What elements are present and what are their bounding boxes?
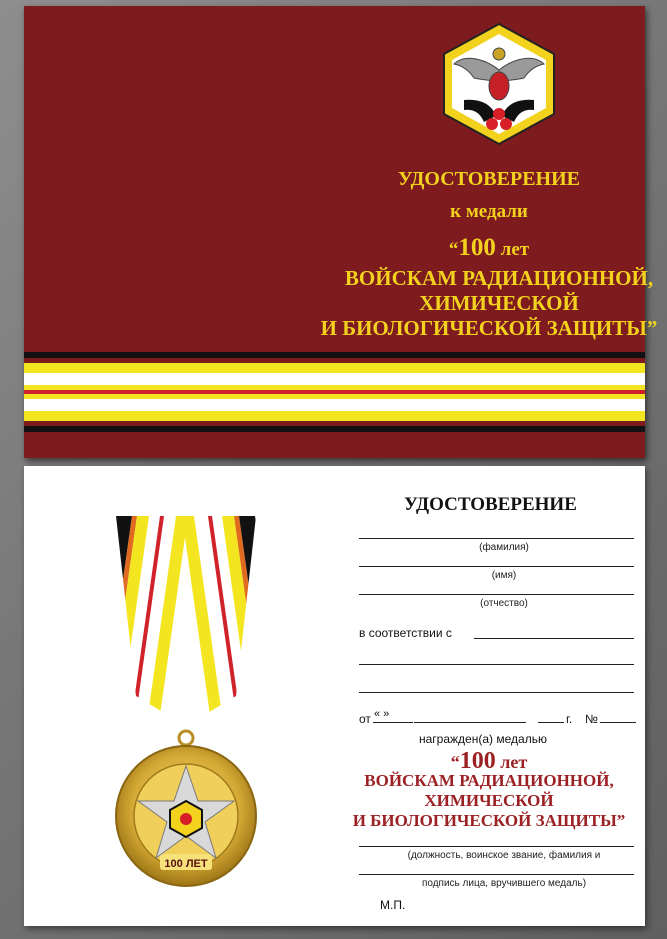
insert-medal-line-4: И БИОЛОГИЧЕСКОЙ ЗАЩИТЫ” (352, 811, 626, 830)
open-quote: “ (450, 752, 460, 772)
surname-caption: (фамилия) (479, 542, 529, 553)
name-caption: (имя) (491, 570, 517, 581)
cover-to-medal: к медали (450, 201, 528, 222)
name-line (359, 566, 634, 567)
cover-medal-line-2: ВОЙСКАМ РАДИАЦИОННОЙ, (344, 266, 654, 290)
according-label: в соответствии с (359, 626, 452, 640)
insert-medal-line-2: ВОЙСКАМ РАДИАЦИОННОЙ, (364, 771, 614, 790)
cover-medal-line-4: И БИОЛОГИЧЕСКОЙ ЗАЩИТЫ” (320, 316, 658, 340)
certificate-form (24, 466, 645, 926)
number-100: 100 (459, 748, 496, 774)
stamp-label: М.П. (380, 898, 406, 912)
from-label: от (359, 712, 371, 726)
medal-center-text: 100 ЛЕТ (164, 858, 208, 870)
month-line (414, 722, 526, 723)
insert-medal-line-3: ХИМИЧЕСКОЙ (424, 791, 554, 810)
surname-line (359, 538, 634, 539)
rkhbz-emblem-icon (434, 20, 564, 148)
word-years: лет (495, 239, 530, 260)
number-100: 100 (458, 234, 496, 261)
date-quotes: « » (374, 708, 390, 720)
cover-medal-line-3: ХИМИЧЕСКОЙ (419, 291, 579, 315)
word-years: лет (495, 752, 528, 772)
cover-title: УДОСТОВЕРЕНИЕ (398, 168, 580, 190)
position-caption: (должность, воинское звание, фамилия и (407, 850, 601, 861)
ribbon-stripes (24, 352, 645, 446)
blank-line-2 (359, 692, 634, 693)
year-line (538, 722, 564, 723)
according-line (474, 638, 634, 639)
patronymic-caption: (отчество) (480, 598, 528, 609)
patronymic-line (359, 594, 634, 595)
awarded-label: награжден(а) медалью (419, 732, 547, 746)
signature-line (359, 874, 634, 875)
year-label: г. (566, 712, 573, 726)
day-line (373, 722, 413, 723)
open-quote: “ (448, 239, 459, 260)
position-line (359, 846, 634, 847)
certificate-insert (24, 466, 645, 926)
blank-line-1 (359, 664, 634, 665)
number-line (600, 722, 636, 723)
insert-title: УДОСТОВЕРЕНИЕ (404, 494, 577, 515)
certificate-cover (24, 6, 658, 458)
signature-caption: подпись лица, вручившего медаль) (421, 878, 587, 889)
cover-medal-line-1 (324, 234, 654, 262)
number-label: № (585, 712, 598, 726)
